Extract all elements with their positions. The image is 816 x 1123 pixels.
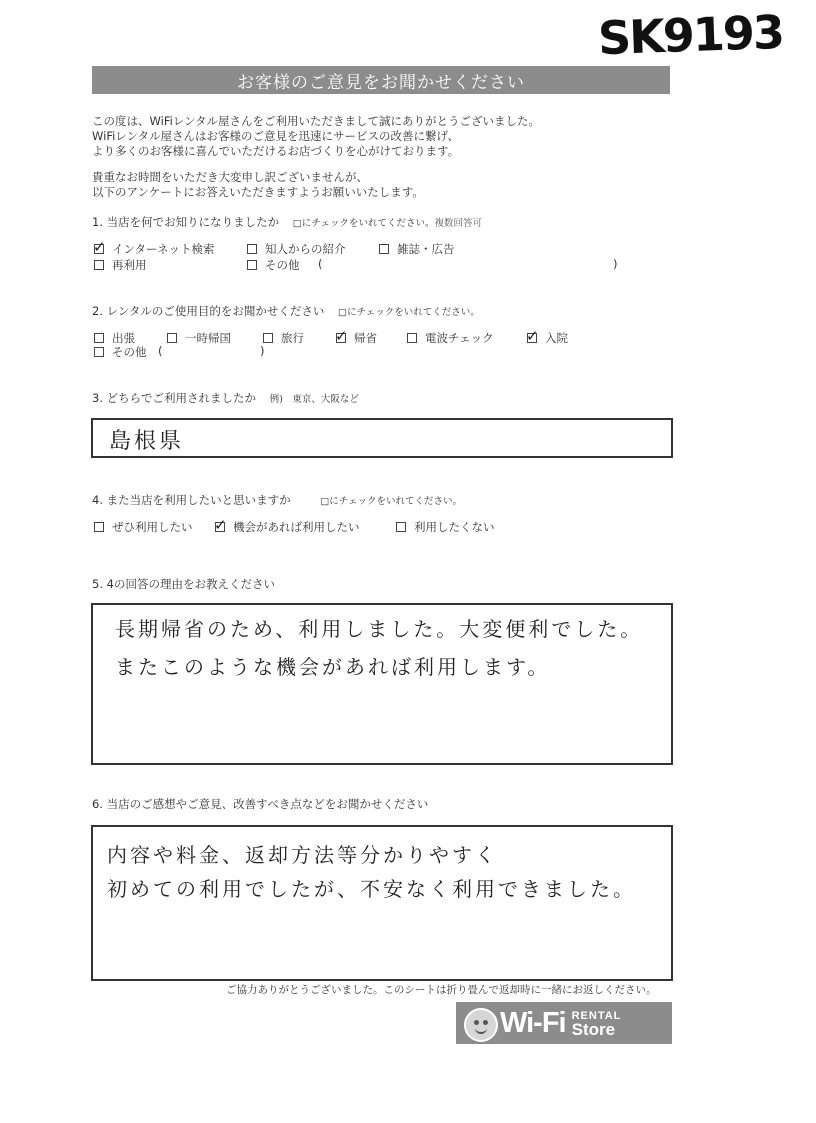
option-label: 入院 (545, 331, 568, 345)
checkbox[interactable] (379, 244, 389, 254)
q3-handwritten-answer: 島根県 (109, 429, 185, 454)
q1-option-magazine[interactable] (379, 241, 455, 257)
q4-title-text: 4. また当店を利用したいと思いますか (92, 493, 291, 507)
option-label: 利用したくない (414, 520, 495, 534)
option-label: ぜひ利用したい (112, 520, 193, 534)
q5-handwritten-line-1: 長期帰省のため、利用しました。大変便利でした。 (115, 617, 644, 641)
q3-title (92, 390, 359, 406)
q1-title-text: 1. 当店を何でお知りになりましたか (92, 215, 280, 229)
q6-title: 6. 当店のご感想やご意見、改善すべき点などをお聞かせください (92, 797, 429, 811)
option-label: インターネット検索 (112, 242, 215, 256)
intro-line-3: より多くのお客様に喜んでいただけるお店づくりを心がけております。 (92, 144, 460, 158)
checkbox[interactable] (396, 522, 406, 532)
footer-thanks: ご協力ありがとうございました。このシートは折り畳んで返却時に一緒にお返しください。 (226, 984, 657, 996)
option-label: 再利用 (112, 258, 147, 272)
q1-option-reuse[interactable] (94, 257, 147, 273)
logo-wifi-text: Wi-Fi (500, 1006, 566, 1039)
q2-other-paren-open: ( (158, 344, 163, 358)
q6-handwritten-line-2: 初めての利用でしたが、不安なく利用できました。 (107, 877, 636, 901)
q1-option-other[interactable] (247, 257, 300, 273)
mascot-icon (464, 1008, 498, 1042)
q2-other-paren-close: ) (260, 344, 265, 358)
q1-note (293, 218, 482, 229)
q1-title (92, 214, 482, 230)
checkbox[interactable] (247, 244, 257, 254)
check-mark-icon: ✓ (526, 327, 539, 345)
q3-title-text: 3. どちらでご利用されましたか (92, 391, 257, 405)
q4-option-no[interactable] (396, 519, 495, 535)
logo-rental-text: RENTAL (571, 1010, 622, 1022)
q2-option-signal-check[interactable] (407, 330, 494, 346)
q1-note-text: □にチェックをいれてください。 (292, 218, 435, 229)
logo-rental-store (572, 1009, 622, 1037)
q3-answer-box[interactable] (91, 418, 673, 458)
checkbox[interactable] (94, 333, 104, 343)
q2-option-other[interactable] (94, 344, 147, 360)
q2-title (92, 303, 480, 319)
q1-note-multi: 複数回答可 (434, 218, 483, 229)
logo-store-text: Store (571, 1020, 616, 1039)
checkbox[interactable] (214, 516, 227, 534)
check-mark-icon: ✓ (214, 516, 227, 534)
wifi-rental-store-logo (456, 1002, 672, 1044)
checkbox[interactable] (94, 260, 104, 270)
checkbox[interactable] (335, 327, 348, 345)
checkbox[interactable] (526, 327, 539, 345)
q5-handwritten-line-2: またこのような機会があれば利用します。 (115, 655, 551, 679)
option-label: 電波チェック (425, 331, 494, 345)
q1-option-internet[interactable] (93, 238, 215, 257)
option-label: 一時帰国 (185, 331, 231, 345)
checkbox[interactable] (93, 238, 106, 256)
q5-title: 5. 4の回答の理由をお教えください (92, 577, 275, 591)
q4-option-definitely[interactable] (94, 519, 193, 535)
check-mark-icon: ✓ (93, 238, 106, 256)
option-label: 帰省 (354, 331, 377, 345)
survey-title: お客様のご意見をお聞かせください (92, 66, 670, 94)
q2-note: □にチェックをいれてください。 (338, 307, 480, 318)
q1-other-paren-close: ) (613, 257, 618, 271)
handwritten-id-stamp: SK9193 (597, 4, 784, 66)
option-label: 雑誌・広告 (397, 242, 455, 256)
checkbox[interactable] (94, 347, 104, 357)
q4-note: □にチェックをいれてください。 (320, 496, 462, 507)
intro-line-5: 以下のアンケートにお答えいただきますようお願いいたします。 (92, 185, 424, 199)
intro-line-1: この度は、WiFiレンタル屋さんをご利用いただきまして誠にありがとうございました。 (92, 114, 541, 128)
q2-option-hospital[interactable] (526, 327, 568, 346)
q2-option-temporary-return[interactable] (167, 330, 231, 346)
option-label: 機会があれば利用したい (233, 520, 360, 534)
q4-option-if-opportunity[interactable] (214, 516, 360, 535)
checkbox[interactable] (407, 333, 417, 343)
option-label: 出張 (112, 331, 135, 345)
option-label: 旅行 (281, 331, 304, 345)
checkbox[interactable] (247, 260, 257, 270)
option-label: 知人からの紹介 (265, 242, 346, 256)
q4-title (92, 492, 462, 508)
intro-line-4: 貴重なお時間をいただき大変申し訳ございませんが、 (92, 170, 368, 184)
option-label: その他 (112, 345, 147, 359)
check-mark-icon: ✓ (335, 327, 348, 345)
q3-example: 例) 東京、大阪など (269, 394, 359, 405)
q2-title-text: 2. レンタルのご使用目的をお聞かせください (92, 304, 325, 318)
q2-option-travel[interactable] (263, 330, 304, 346)
intro-line-2: WiFiレンタル屋さんはお客様のご意見を迅速にサービスの改善に繋げ、 (92, 129, 460, 143)
q1-option-referral[interactable] (247, 241, 346, 257)
q1-other-paren-open: ( (318, 257, 323, 271)
q2-option-homecoming[interactable] (335, 327, 377, 346)
q6-answer-box[interactable] (91, 825, 673, 981)
checkbox[interactable] (167, 333, 177, 343)
checkbox[interactable] (94, 522, 104, 532)
checkbox[interactable] (263, 333, 273, 343)
q6-handwritten-line-1: 内容や料金、返却方法等分かりやすく (107, 843, 498, 867)
option-label: その他 (265, 258, 300, 272)
q5-answer-box[interactable] (91, 603, 673, 765)
